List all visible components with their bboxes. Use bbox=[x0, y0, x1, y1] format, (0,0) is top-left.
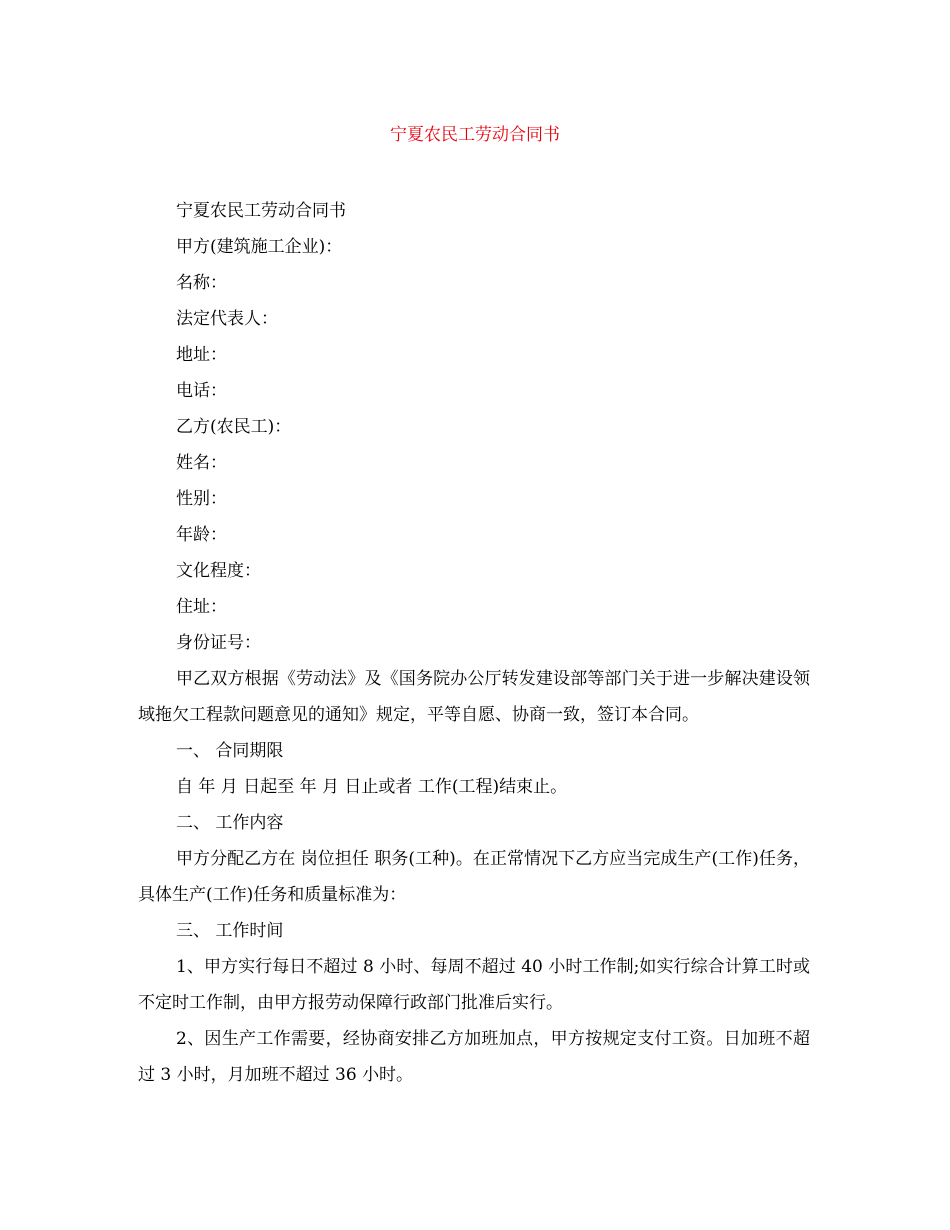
party-b-education-field: 文化程度： bbox=[176, 561, 261, 581]
party-b-name-field: 姓名： bbox=[176, 453, 227, 473]
section-1-heading: 一、 合同期限 bbox=[176, 741, 284, 761]
party-b-id-number-field: 身份证号： bbox=[176, 633, 261, 653]
section-3-item-2: 2、因生产工作需要，经协商安排乙方加班加点，甲方按规定支付工资。日加班不超过 3 小时，月加班不超过 36 小时。 bbox=[138, 1029, 810, 1085]
document-body bbox=[138, 193, 810, 1093]
contract-name-line: 宁夏农民工劳动合同书 bbox=[176, 201, 346, 221]
party-b-address-field: 住址： bbox=[176, 597, 227, 617]
party-a-heading: 甲方(建筑施工企业)： bbox=[176, 237, 343, 257]
section-3-item-1: 1、甲方实行每日不超过 8 小时、每周不超过 40 小时工作制;如实行综合计算工时或不定时工作制，由甲方报劳动保障行政部门批准后实行。 bbox=[138, 957, 810, 1013]
section-2-text: 甲方分配乙方在 岗位担任 职务(工种)。在正常情况下乙方应当完成生产(工作)任务，具体生产(工作)任务和质量标准为： bbox=[138, 849, 810, 905]
party-a-address-field: 地址： bbox=[176, 345, 227, 365]
party-a-representative-field: 法定代表人： bbox=[176, 309, 278, 329]
party-b-age-field: 年龄： bbox=[176, 525, 227, 545]
section-1-text: 自 年 月 日起至 年 月 日止或者 工作(工程)结束止。 bbox=[176, 777, 568, 797]
section-2-heading: 二、 工作内容 bbox=[176, 813, 284, 833]
section-3-heading: 三、 工作时间 bbox=[176, 921, 284, 941]
party-b-heading: 乙方(农民工)： bbox=[176, 417, 292, 437]
party-a-name-field: 名称： bbox=[176, 273, 227, 293]
intro-paragraph: 甲乙双方根据《劳动法》及《国务院办公厅转发建设部等部门关于进一步解决建设领域拖欠工程款问题意见的通知》规定，平等自愿、协商一致，签订本合同。 bbox=[138, 669, 810, 725]
party-b-gender-field: 性别： bbox=[176, 489, 227, 509]
party-a-phone-field: 电话： bbox=[176, 381, 227, 401]
document-title: 宁夏农民工劳动合同书 bbox=[390, 125, 560, 145]
